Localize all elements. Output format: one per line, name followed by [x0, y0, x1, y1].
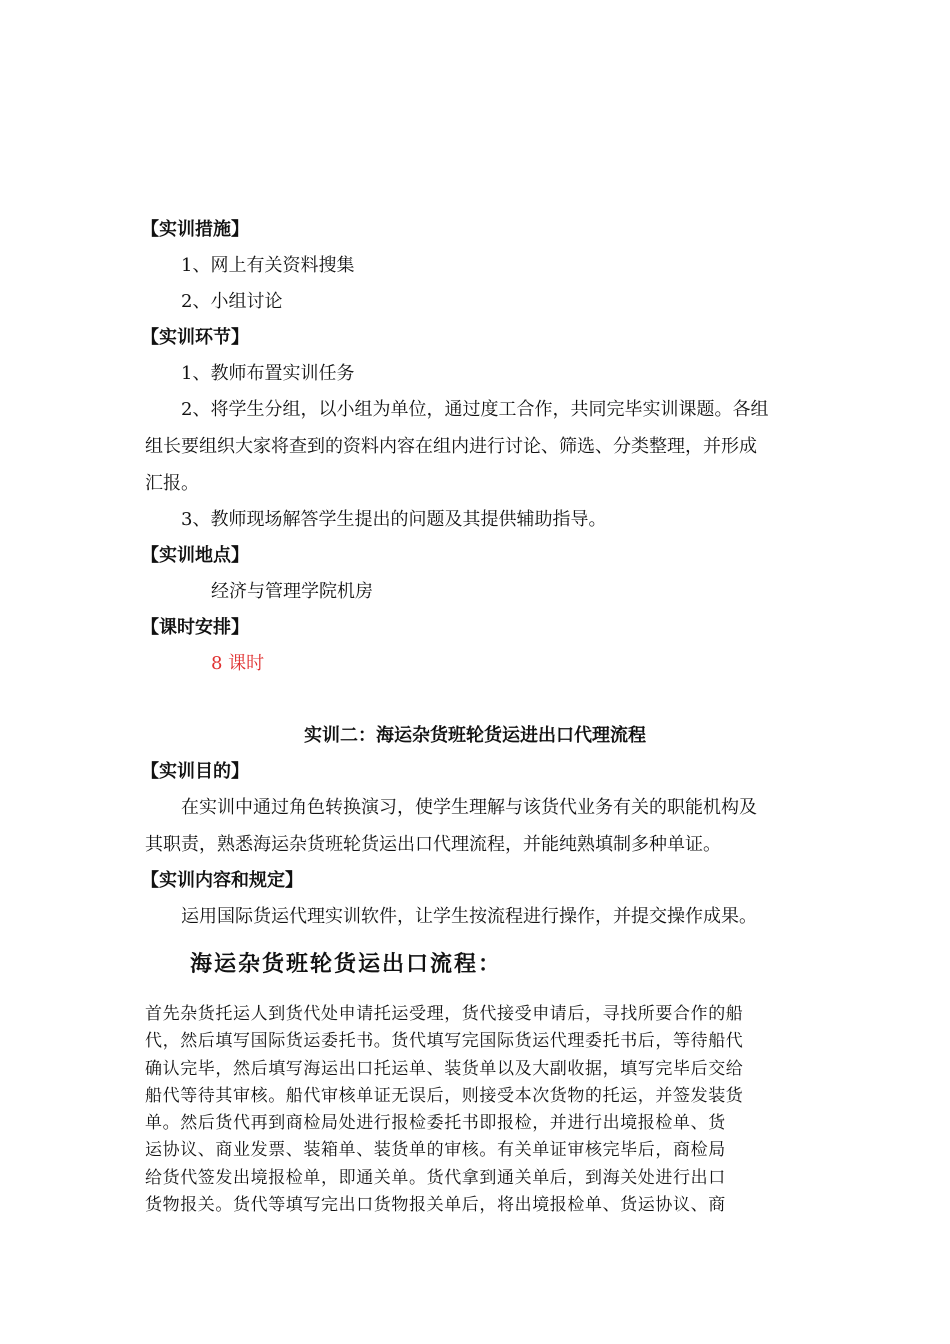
flow-line-5: 单。然后货代再到商检局处进行报检委托书即报检，并进行出境报检单、货 [145, 1113, 726, 1134]
step-item-2-line-3: 汇报。 [145, 473, 199, 494]
flow-line-3: 确认完毕，然后填写海运出口托运单、装货单以及大副收据，填写完毕后交给 [145, 1058, 744, 1079]
purpose-line-1: 在实训中通过角色转换演习，使学生理解与该货代业务有关的职能机构及 [181, 797, 757, 818]
step-item-2-line-1: 2、将学生分组，以小组为单位，通过度工合作，共同完毕实训课题。各组 [181, 399, 769, 420]
step-item-3: 3、教师现场解答学生提出的问题及其提供辅助指导。 [181, 509, 607, 530]
step-item-2-line-2: 组长要组织大家将查到的资料内容在组内进行讨论、筛选、分类整理，并形成 [145, 436, 757, 457]
measure-item-2: 2、小组讨论 [181, 291, 283, 312]
training2-title: 实训二：海运杂货班轮货运进出口代理流程 [304, 725, 646, 746]
step-item-1: 1、教师布置实训任务 [181, 363, 355, 384]
flow-line-2: 代，然后填写国际货运委托书。货代填写完国际货运代理委托书后，等待船代 [145, 1031, 744, 1052]
section-heading-content: 【实训内容和规定】 [141, 870, 303, 891]
flow-line-1: 首先杂货托运人到货代处申请托运受理，货代接受申请后，寻找所要合作的船 [145, 1004, 744, 1024]
flow-paragraph [145, 1001, 809, 1219]
section-heading-hours: 【课时安排】 [141, 617, 249, 638]
hours-text: 8 课时 [211, 653, 265, 674]
flow-title: 海运杂货班轮货运出口流程： [190, 951, 503, 977]
section-heading-location: 【实训地点】 [141, 545, 249, 566]
flow-line-8: 货物报关。货代等填写完出口货物报关单后，将出境报检单、货运协议、商 [145, 1195, 726, 1216]
content-text: 运用国际货运代理实训软件，让学生按流程进行操作，并提交操作成果。 [181, 906, 757, 927]
measure-item-1: 1、网上有关资料搜集 [181, 255, 355, 276]
flow-line-7: 给货代签发出境报检单，即通关单。货代拿到通关单后，到海关处进行出口 [145, 1167, 726, 1188]
flow-line-6: 运协议、商业发票、装箱单、装货单的审核。有关单证审核完毕后，商检局 [145, 1140, 726, 1161]
section-heading-purpose: 【实训目的】 [141, 761, 249, 782]
purpose-line-2: 其职责，熟悉海运杂货班轮货运出口代理流程，并能纯熟填制多种单证。 [145, 834, 721, 855]
section-heading-measures: 【实训措施】 [141, 219, 249, 240]
flow-line-4: 船代等待其审核。船代审核单证无误后，则接受本次货物的托运，并签发装货 [145, 1085, 744, 1106]
section-heading-steps: 【实训环节】 [141, 327, 249, 348]
location-text: 经济与管理学院机房 [211, 581, 373, 602]
